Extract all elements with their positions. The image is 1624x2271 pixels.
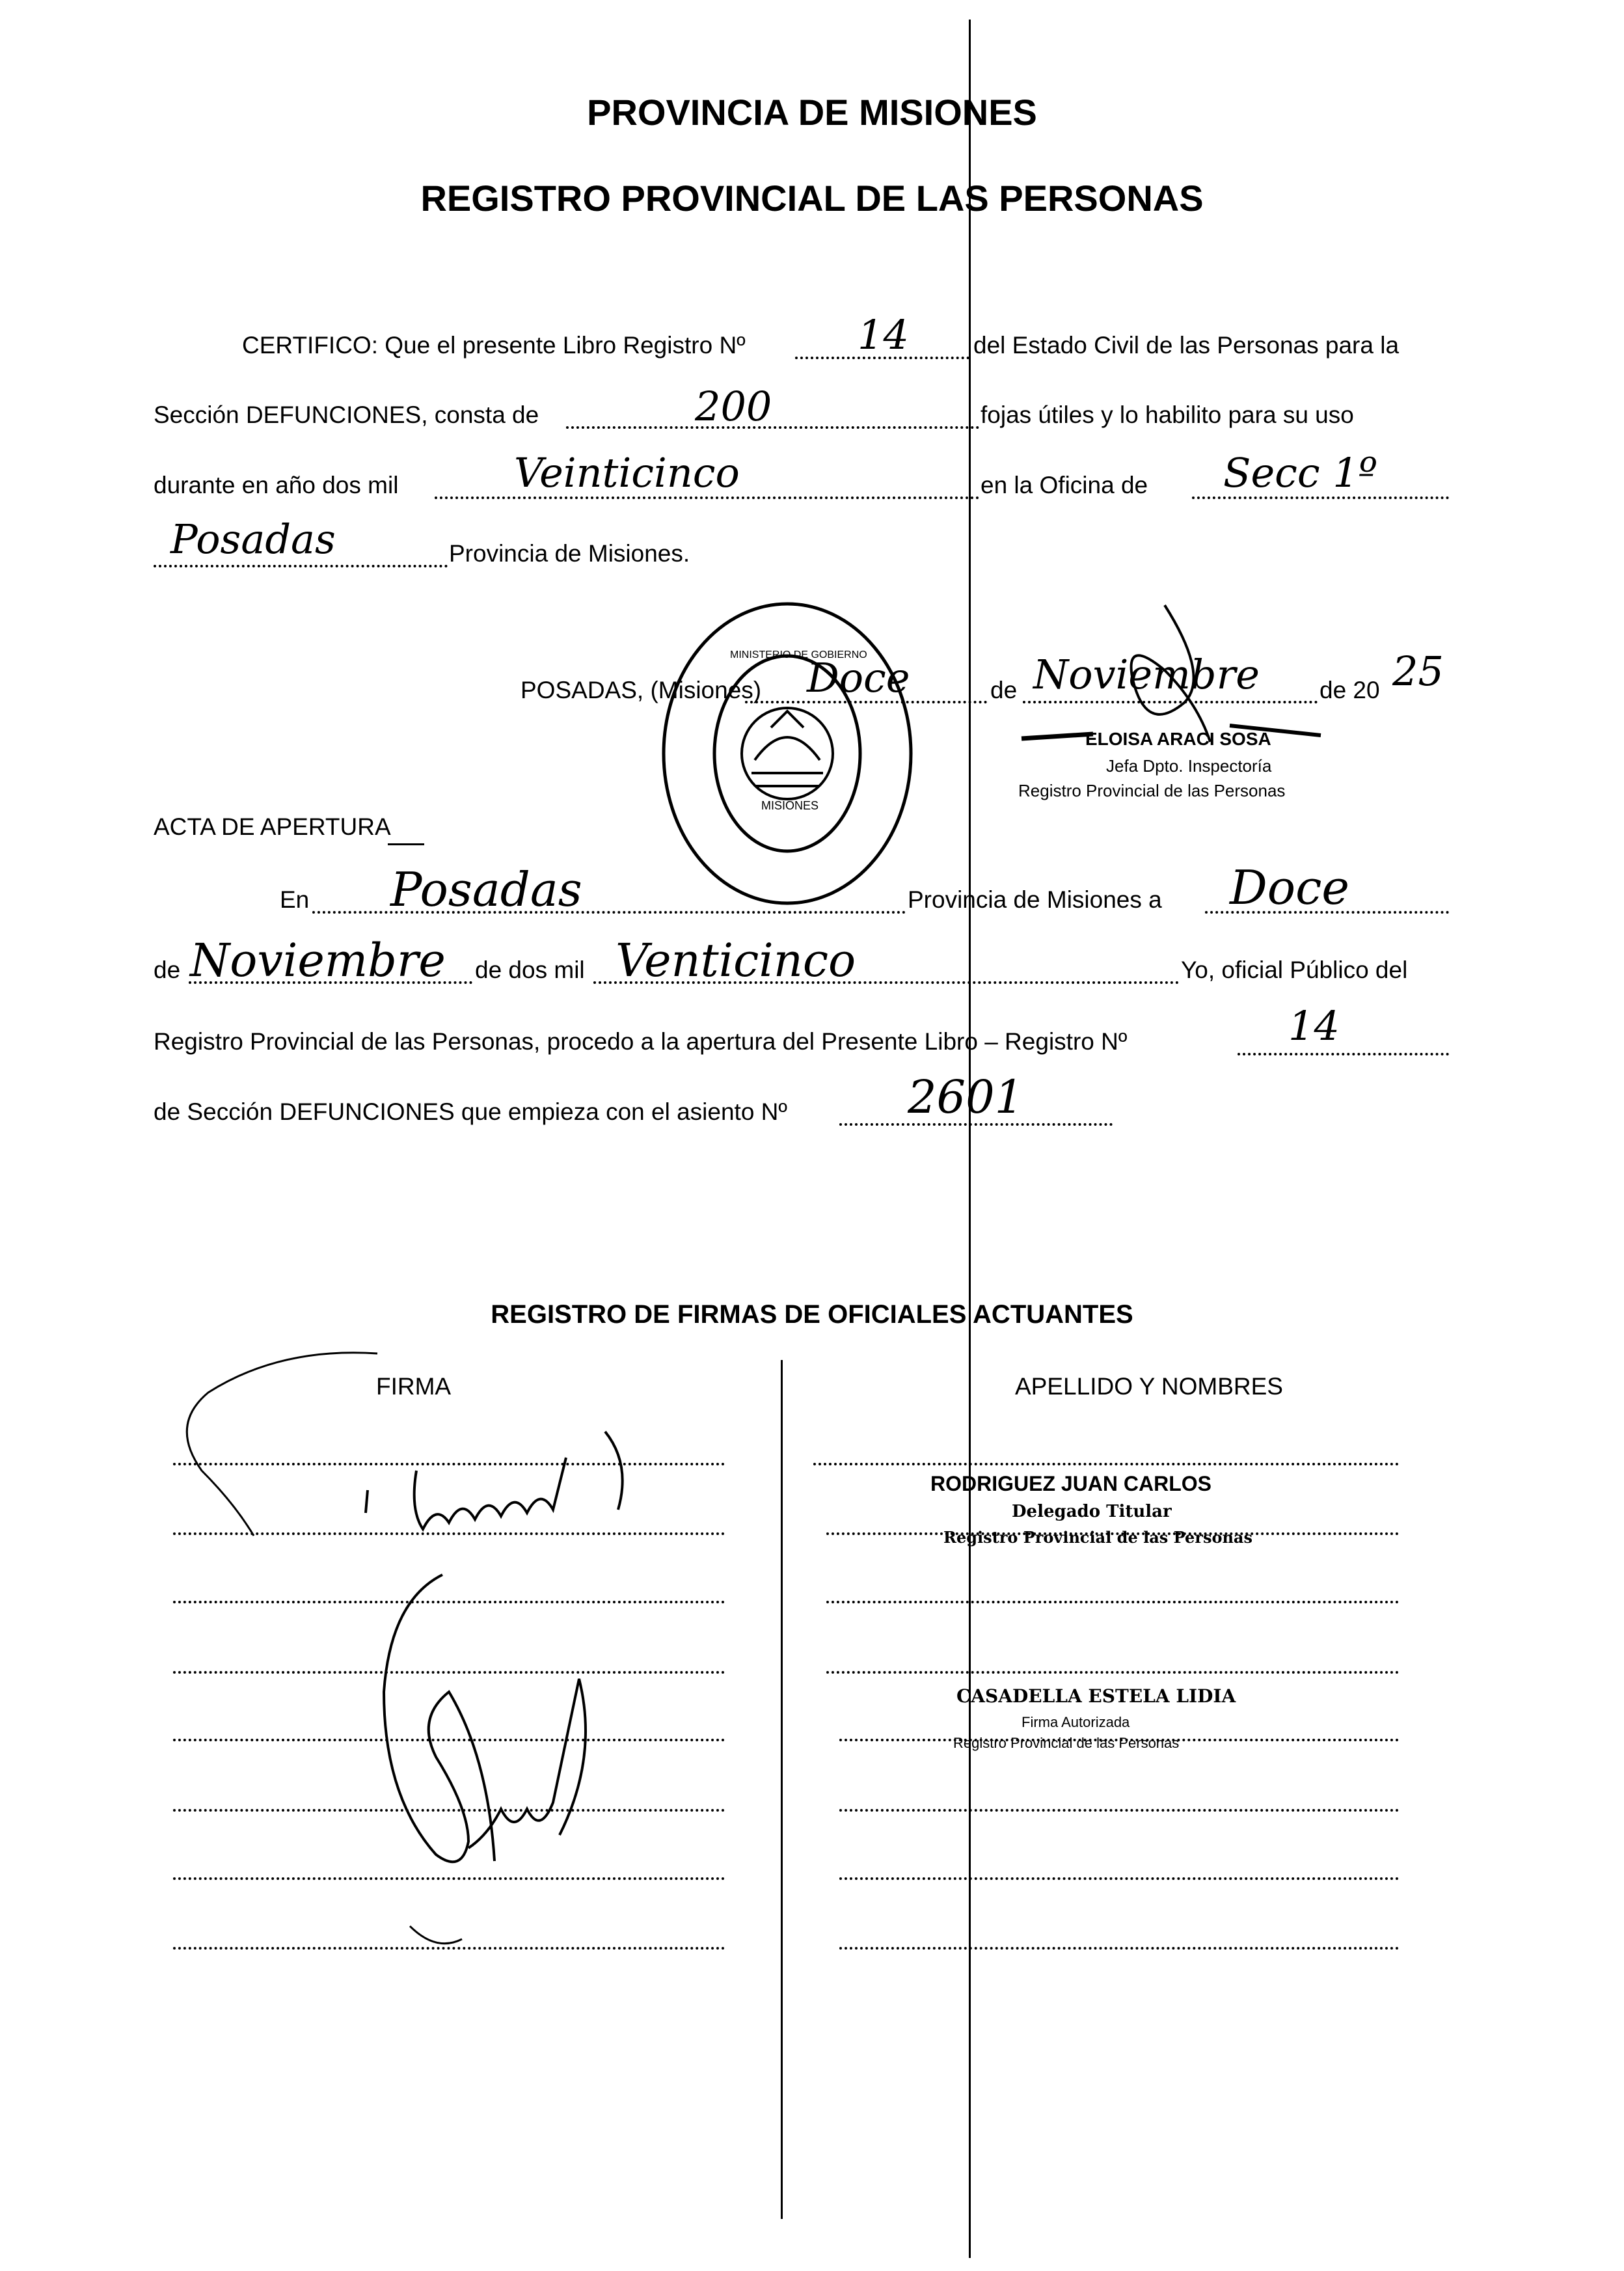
- officer-2-name: CASADELLA ESTELA LIDIA: [956, 1685, 1236, 1707]
- dotted-line: [566, 426, 979, 429]
- acta-day-handwritten: Doce: [1230, 860, 1350, 915]
- seal-inner-text: MINISTERIO DE GOBIERNO: [730, 649, 867, 660]
- name-row: [839, 1877, 1399, 1880]
- acta-month-handwritten: Noviembre: [190, 934, 446, 987]
- acta-province-label: Provincia de Misiones a: [908, 886, 1162, 913]
- dotted-line: [435, 496, 979, 499]
- col-signature-header: FIRMA: [376, 1373, 452, 1400]
- column-divider: [781, 1360, 783, 2219]
- date-de-20: de 20: [1320, 677, 1380, 703]
- acta-body: Registro Provincial de las Personas, procedo a la apertura del Presente Libro – Registro Nº: [154, 1028, 1128, 1055]
- col-names-header: APELLIDO Y NOMBRES: [1015, 1373, 1283, 1400]
- certificate-intro: CERTIFICO: Que el presente Libro Registro Nº: [242, 332, 746, 359]
- acta-de-label: de: [154, 957, 181, 983]
- acta-heading-underline: [388, 843, 424, 845]
- handwritten-signature-1: [163, 1340, 696, 1588]
- acta-entry-label: de Sección DEFUNCIONES que empieza con el asiento Nº: [154, 1098, 787, 1125]
- acta-official-label: Yo, oficial Público del: [1181, 957, 1408, 983]
- name-row: [839, 1947, 1399, 1950]
- name-row: [839, 1809, 1399, 1812]
- handwritten-signature-2: [364, 1562, 625, 1965]
- book-number-handwritten: 14: [858, 311, 909, 359]
- certificate-intro-cont: del Estado Civil de las Personas para la: [973, 332, 1400, 359]
- office-label: en la Oficina de: [981, 472, 1148, 498]
- province-title: PROVINCIA DE MISIONES: [587, 92, 1037, 133]
- pages-count-handwritten: 200: [695, 383, 772, 430]
- acta-book-number-handwritten: 14: [1288, 1002, 1340, 1050]
- year-words-handwritten: Veinticinco: [514, 449, 740, 496]
- dotted-line: [154, 565, 448, 567]
- acta-entry-number-handwritten: 2601: [908, 1070, 1024, 1124]
- year-label: durante en año dos mil: [154, 472, 399, 498]
- stamp-official-name: ELOISA ARACI SOSA: [1085, 729, 1271, 749]
- date-month-handwritten: Noviembre: [1033, 651, 1260, 698]
- acta-heading: ACTA DE APERTURA: [154, 813, 391, 840]
- acta-city-handwritten: Posadas: [390, 862, 582, 917]
- name-row: [826, 1671, 1399, 1674]
- official-seal: [657, 597, 917, 910]
- fold-line: [969, 20, 971, 2258]
- officer-2-org: Registro Provincial de las Personas: [953, 1735, 1180, 1751]
- dotted-line: [1192, 496, 1449, 499]
- acta-year-label: de dos mil: [475, 957, 585, 983]
- pages-cont: fojas útiles y lo habilito para su uso: [981, 401, 1354, 428]
- stamp-official-org: Registro Provincial de las Personas: [1018, 781, 1286, 800]
- signatures-heading: REGISTRO DE FIRMAS DE OFICIALES ACTUANTES: [491, 1300, 1133, 1329]
- date-year-handwritten: 25: [1392, 647, 1444, 695]
- officer-1-role: Delegado Titular: [1012, 1502, 1172, 1521]
- dateline-place: POSADAS, (Misiones): [521, 677, 762, 703]
- name-row: [813, 1463, 1399, 1465]
- stamp-official-role: Jefa Dpto. Inspectoría: [1106, 756, 1272, 776]
- province-suffix: Provincia de Misiones.: [449, 540, 690, 567]
- acta-en-label: En: [280, 886, 310, 913]
- office-city-handwritten: Posadas: [170, 515, 336, 563]
- date-day-handwritten: Doce: [807, 654, 910, 701]
- officer-2-role: Firma Autorizada: [1022, 1714, 1130, 1730]
- officer-1-org: Registro Provincial de las Personas: [943, 1528, 1252, 1547]
- seal-center-text: MISIONES: [761, 799, 819, 812]
- dotted-line: [1238, 1053, 1449, 1055]
- acta-year-handwritten: Venticinco: [616, 934, 856, 987]
- officer-1-name: RODRIGUEZ JUAN CARLOS: [930, 1472, 1212, 1495]
- office-value-handwritten: Secc 1º: [1223, 449, 1377, 496]
- registry-title: REGISTRO PROVINCIAL DE LAS PERSONAS: [420, 178, 1204, 219]
- name-row: [826, 1601, 1399, 1603]
- date-de-1: de: [990, 677, 1018, 703]
- section-label: Sección DEFUNCIONES, consta de: [154, 401, 539, 428]
